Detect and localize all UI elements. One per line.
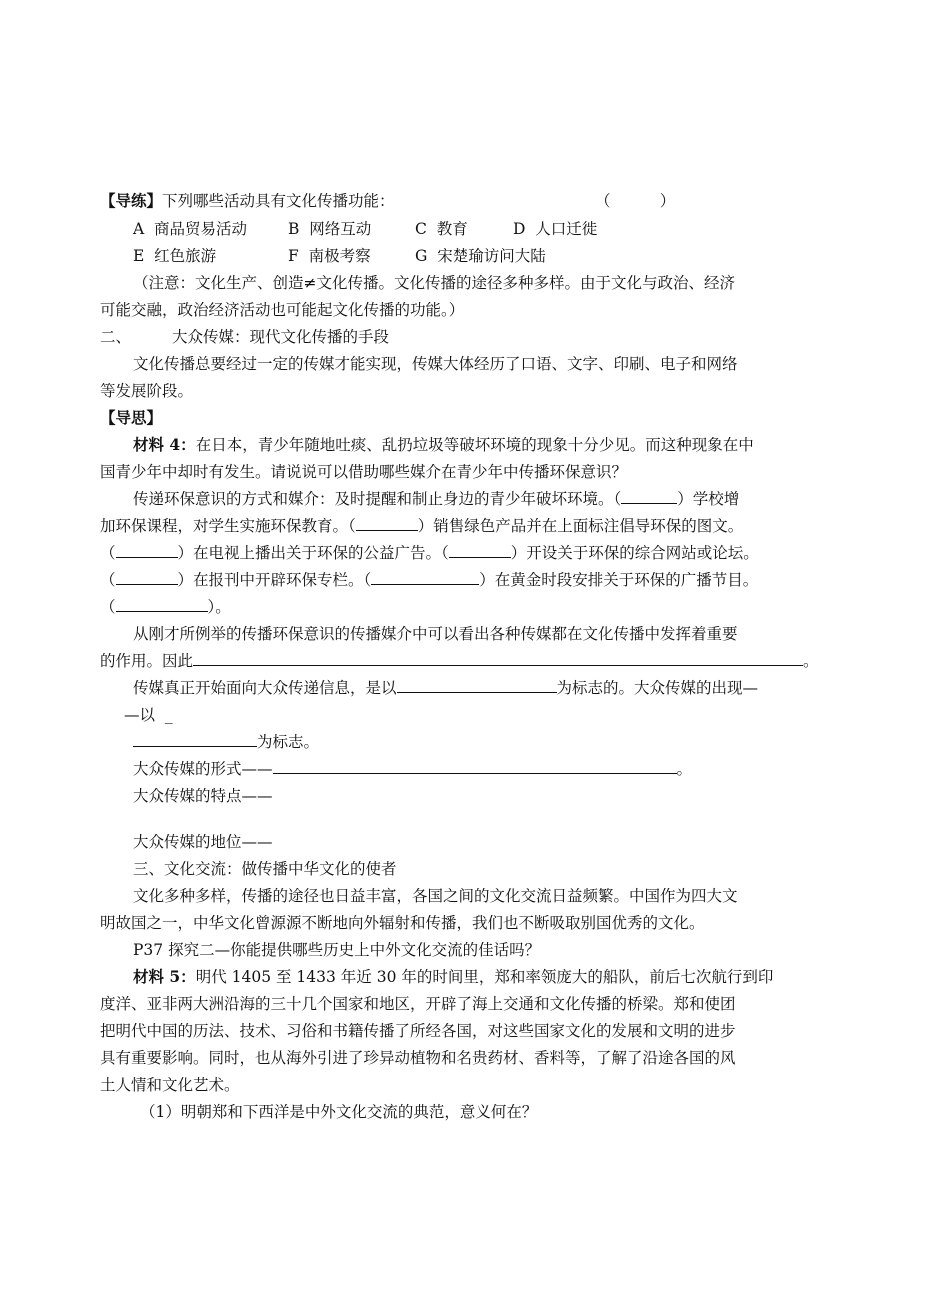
option-a: A 商品贸易活动 xyxy=(133,220,248,238)
option-f: F 南极考察 xyxy=(288,247,371,265)
fill-text: （ xyxy=(100,598,116,616)
fill-blank[interactable] xyxy=(193,651,803,666)
fill-text: ）。 xyxy=(207,598,231,616)
material-4-text: 在日本，青少年随地吐痰、乱扔垃圾等破坏环境的现象十分少见。而这种现象在中 xyxy=(195,436,754,454)
section-2-number: 二、 xyxy=(100,328,132,346)
paragraph-line: 文化多种多样，传播的途径也日益丰富，各国之间的文化交流日益频繁。中国作为四大文 xyxy=(133,887,738,905)
fill-text: 大众传媒的形式—— xyxy=(133,760,273,778)
fill-text: （ xyxy=(100,571,116,589)
fill-line xyxy=(133,489,739,509)
paragraph-line: 具有重要影响。同时，也从海外引进了珍异动植物和名贵药材、香料等，了解了沿途各国的风 xyxy=(100,1049,736,1067)
section-2-heading xyxy=(100,327,390,347)
paragraph-line: 国青少年中却时有发生。请说说可以借助哪些媒介在青少年中传播环保意识？ xyxy=(100,463,628,481)
paragraph-line: 明故国之一，中华文化曾源源不断地向外辐射和传播，我们也不断吸取别国优秀的文化。 xyxy=(100,914,705,932)
material-4-line xyxy=(133,435,754,455)
fill-line xyxy=(133,732,319,752)
fill-blank[interactable] xyxy=(449,543,511,558)
fill-text: 为标志。 xyxy=(257,733,320,751)
fill-blank[interactable] xyxy=(397,678,557,693)
note-line-1: （注意：文化生产、创造≠文化传播。文化传播的途径多种多样。由于文化与政治、经济 xyxy=(133,274,735,292)
fill-text: 加环保课程，对学生实施环保教育。（ xyxy=(100,517,356,535)
option-e: E 红色旅游 xyxy=(133,247,217,265)
question-1: （1）明朝郑和下西洋是中外文化交流的典范，意义何在？ xyxy=(140,1103,538,1121)
options-row-1 xyxy=(133,219,833,239)
material-5-text: 明代 1405 至 1433 年近 30 年的时间里，郑和率领庞大的船队，前后七次航行到印 xyxy=(195,968,774,986)
fill-text: ）销售绿色产品并在上面标注倡导环保的图文。 xyxy=(417,517,744,535)
paragraph-line: 度洋、亚非两大洲沿海的三十几个国家和地区，开辟了海上交通和文化传播的桥梁。郑和使团 xyxy=(100,995,736,1013)
fill-line xyxy=(100,543,759,563)
paragraph-line: 文化传播总要经过一定的传媒才能实现，传媒大体经历了口语、文字、印刷、电子和网络 xyxy=(133,355,738,373)
paragraph-line: 等发展阶段。 xyxy=(100,382,194,400)
fill-text: ）在电视上播出关于环保的公益广告。（ xyxy=(177,544,449,562)
guided-thinking-tag: 【导思】 xyxy=(100,408,163,427)
fill-text: ）在黄金时段安排关于环保的广播节目。 xyxy=(479,571,759,589)
section-3-heading: 三、文化交流：做传播中华文化的使者 xyxy=(133,860,397,878)
material-5-line xyxy=(133,967,773,987)
exercise-question: 下列哪些活动具有文化传播功能： xyxy=(162,192,395,210)
fill-blank[interactable] xyxy=(621,489,677,504)
exercise-question-line xyxy=(100,191,676,211)
fill-text: ）开设关于环保的综合网站或论坛。 xyxy=(510,544,759,562)
fill-blank[interactable] xyxy=(116,570,178,585)
fill-text: （ xyxy=(100,544,116,562)
fill-blank[interactable] xyxy=(116,543,178,558)
section-2-title: 大众传媒：现代文化传播的手段 xyxy=(172,328,390,346)
answer-parentheses: （ ） xyxy=(595,192,676,210)
material-5-label: 材料 5： xyxy=(133,967,196,986)
fill-line xyxy=(100,570,758,590)
option-g: G 宋楚瑜访问大陆 xyxy=(415,247,546,265)
fill-line xyxy=(100,597,231,617)
fill-blank[interactable] xyxy=(356,516,418,531)
fill-blank[interactable] xyxy=(116,597,208,612)
fill-line xyxy=(100,651,819,671)
fill-line xyxy=(133,759,692,779)
fill-line xyxy=(133,678,758,698)
fill-blank[interactable] xyxy=(133,732,257,747)
fill-text: 。 xyxy=(676,760,693,778)
fill-text: 的作用。因此 xyxy=(100,652,194,670)
paragraph-line: —以 _ xyxy=(124,706,173,724)
inquiry-question: P37 探究二—你能提供哪些历史上中外文化交流的佳话吗？ xyxy=(133,941,541,959)
options-row-2 xyxy=(133,246,833,266)
fill-text: ）学校增 xyxy=(677,490,740,508)
option-d: D 人口迁徙 xyxy=(513,220,598,238)
option-b: B 网络互动 xyxy=(288,220,372,238)
paragraph-line: 大众传媒的特点—— xyxy=(133,787,273,805)
fill-line xyxy=(100,516,743,536)
fill-blank[interactable] xyxy=(273,759,677,774)
option-c: C 教育 xyxy=(415,220,468,238)
fill-text: 传媒真正开始面向大众传递信息，是以 xyxy=(133,679,397,697)
fill-text: 传递环保意识的方式和媒介：及时提醒和制止身边的青少年破坏环境。（ xyxy=(133,490,622,508)
paragraph-line: 大众传媒的地位—— xyxy=(133,833,273,851)
fill-text: 。 xyxy=(803,652,819,670)
fill-text: ）在报刊中开辟环保专栏。（ xyxy=(177,571,372,589)
paragraph-line: 从刚才所例举的传播环保意识的传播媒介中可以看出各种传媒都在文化传播中发挥着重要 xyxy=(133,625,738,643)
exercise-tag: 【导练】 xyxy=(100,191,163,210)
paragraph-line: 把明代中国的历法、技术、习俗和书籍传播了所经各国，对这些国家文化的发展和文明的进步 xyxy=(100,1022,736,1040)
note-line-2: 可能交融，政治经济活动也可能起文化传播的功能。） xyxy=(100,301,465,319)
paragraph-line: 土人情和文化艺术。 xyxy=(100,1076,240,1094)
material-4-label: 材料 4： xyxy=(133,435,196,454)
fill-text: 为标志的。大众传媒的出现— xyxy=(556,679,759,697)
fill-blank[interactable] xyxy=(371,570,479,585)
